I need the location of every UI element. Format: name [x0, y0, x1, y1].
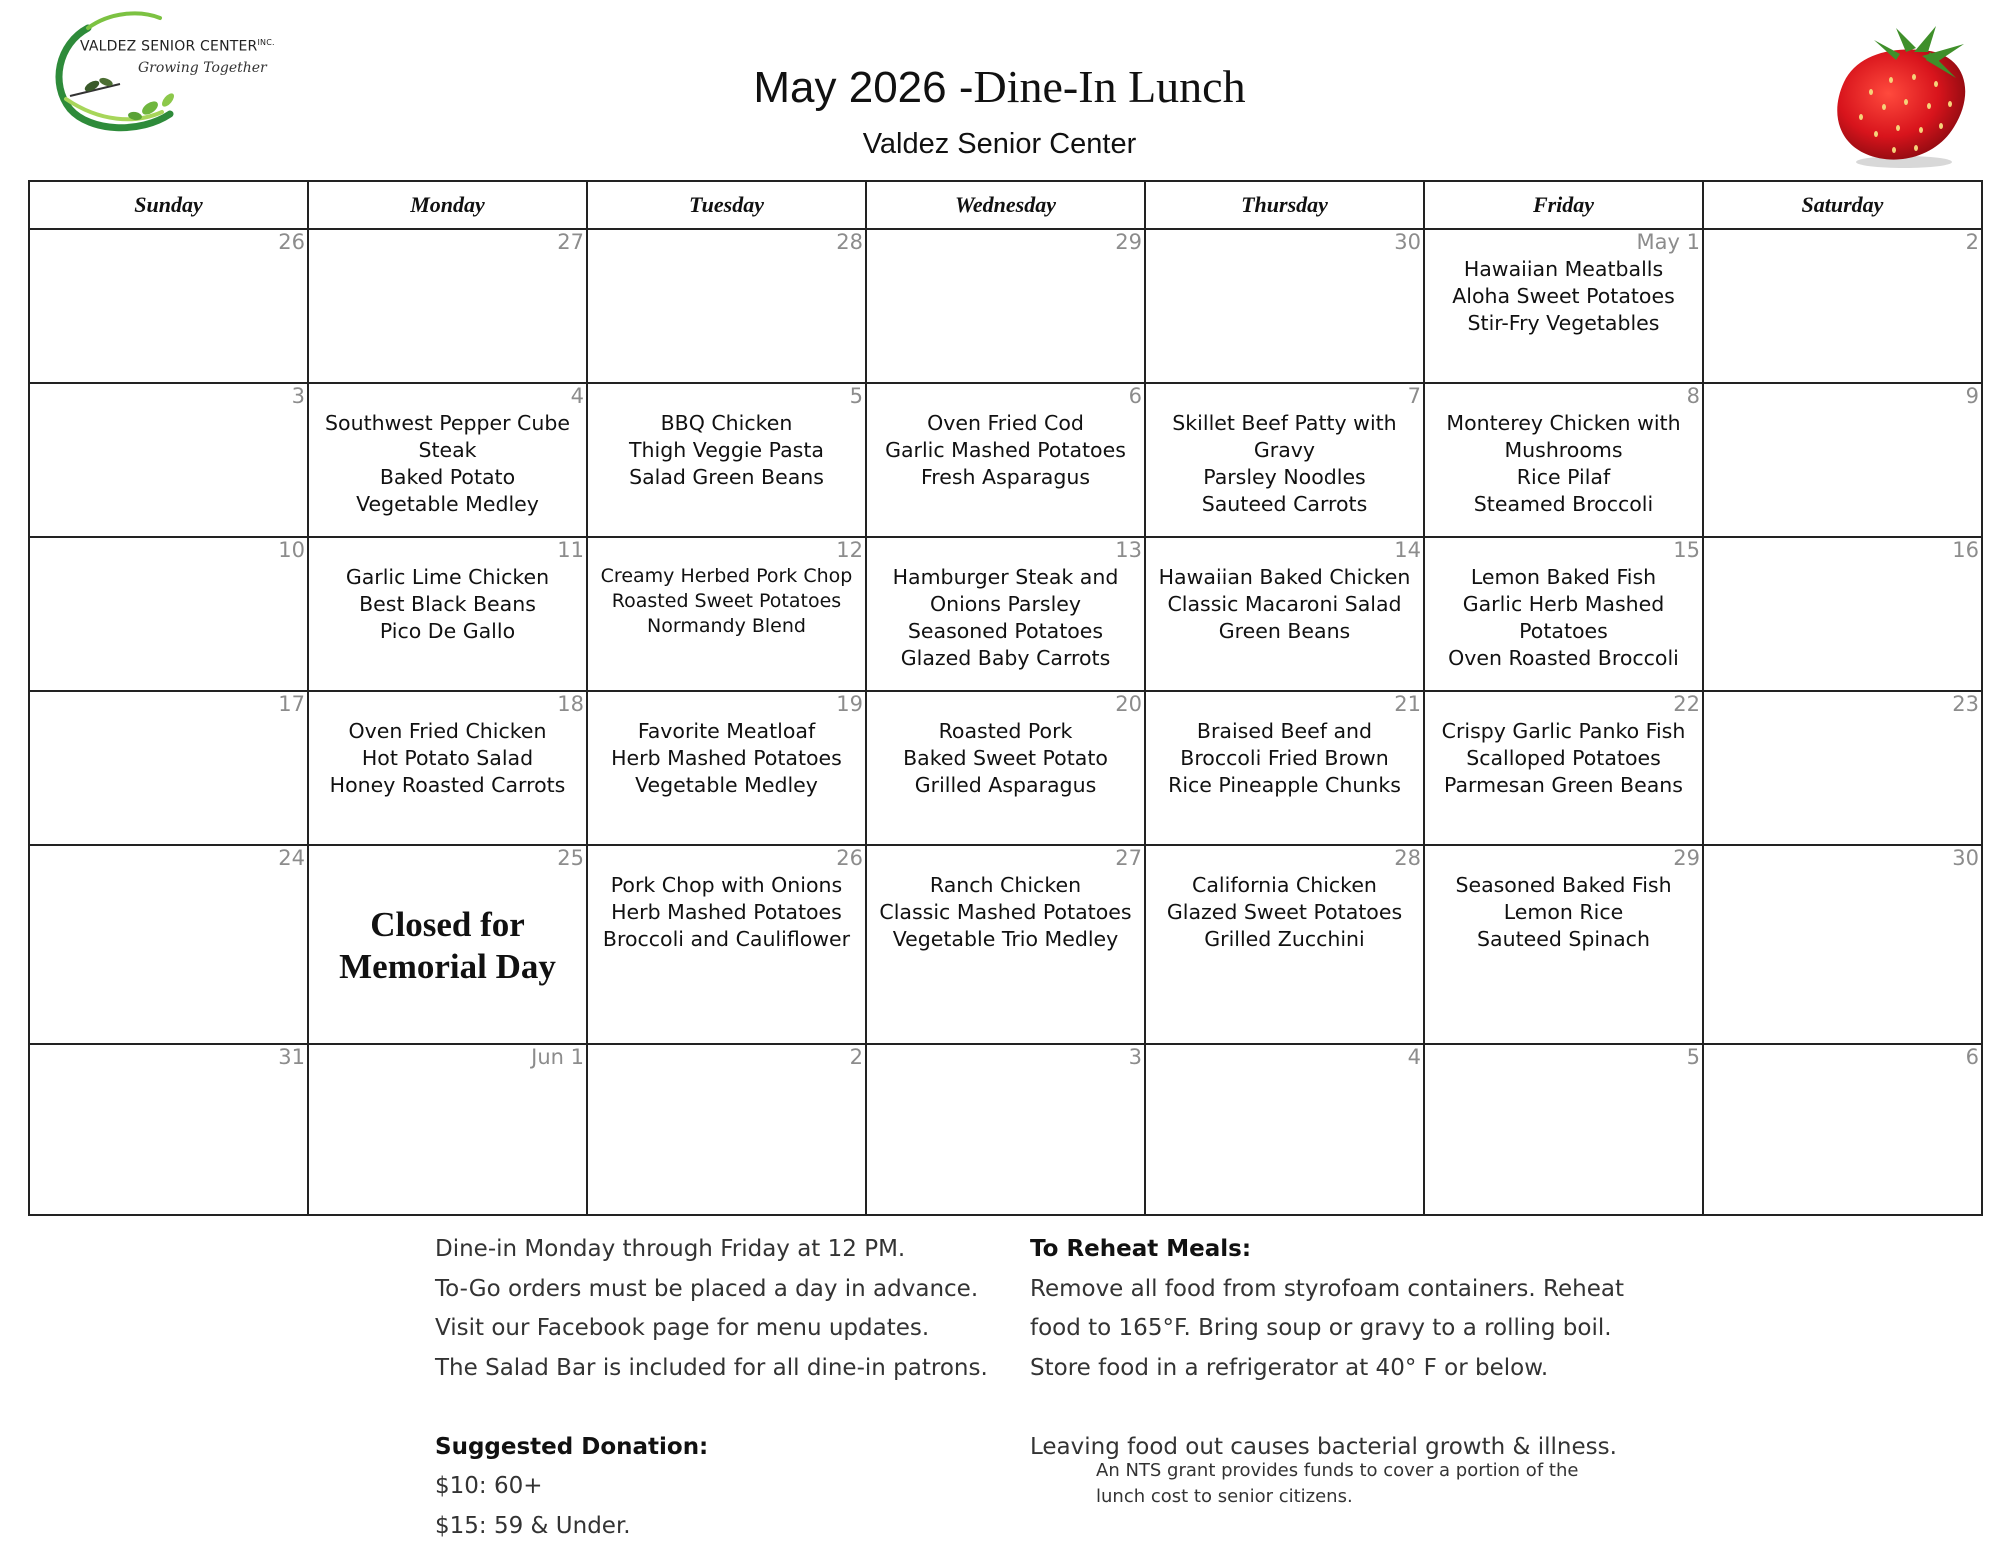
menu-item: Glazed Sweet Potatoes: [1146, 899, 1423, 926]
week-row: [29, 383, 1982, 537]
reheat-info: [1030, 1230, 1624, 1467]
meal-menu: [867, 718, 1144, 799]
week-row: [29, 691, 1982, 845]
meal-menu: [867, 872, 1144, 953]
menu-item: Crispy Garlic Panko Fish: [1425, 718, 1702, 745]
menu-item: Rice Pilaf: [1425, 464, 1702, 491]
lunch-calendar: [28, 180, 1983, 1216]
menu-item: Classic Macaroni Salad: [1146, 591, 1423, 618]
donation-heading: Suggested Donation:: [435, 1428, 988, 1468]
day-cell-tuesday: [587, 537, 866, 691]
meal-menu: [1425, 564, 1702, 672]
day-number: 6: [1129, 384, 1142, 408]
menu-item: Mushrooms: [1425, 437, 1702, 464]
menu-item: Vegetable Medley: [309, 491, 586, 518]
food-safety-warning: Leaving food out causes bacterial growth & illness.: [1030, 1428, 1624, 1468]
menu-item: Pork Chop with Onions: [588, 872, 865, 899]
day-number: 29: [1115, 230, 1142, 254]
weekday-wednesday: Wednesday: [866, 181, 1145, 229]
menu-item: Glazed Baby Carrots: [867, 645, 1144, 672]
day-cell-sunday: [29, 383, 308, 537]
day-cell-saturday: [1703, 229, 1982, 383]
day-cell-thursday: [1145, 229, 1424, 383]
menu-item: Potatoes: [1425, 618, 1702, 645]
day-cell-sunday: [29, 1044, 308, 1215]
menu-item: Southwest Pepper Cube: [309, 410, 586, 437]
day-cell-wednesday: [866, 229, 1145, 383]
day-number: 28: [836, 230, 863, 254]
day-cell-monday: [308, 845, 587, 1044]
day-cell-tuesday: [587, 229, 866, 383]
reheat-line: Remove all food from styrofoam containers. Reheat: [1030, 1270, 1624, 1310]
menu-item: Onions Parsley: [867, 591, 1144, 618]
meal-menu: [1146, 564, 1423, 645]
day-number: 25: [557, 846, 584, 870]
menu-item: Hawaiian Meatballs: [1425, 256, 1702, 283]
day-cell-wednesday: [866, 691, 1145, 845]
menu-item: Broccoli and Cauliflower: [588, 926, 865, 953]
menu-item: Best Black Beans: [309, 591, 586, 618]
menu-item: Oven Roasted Broccoli: [1425, 645, 1702, 672]
meal-menu: [1425, 410, 1702, 518]
closed-notice: [309, 904, 586, 988]
menu-item: Green Beans: [1146, 618, 1423, 645]
day-number: 23: [1952, 692, 1979, 716]
day-cell-sunday: [29, 691, 308, 845]
day-cell-saturday: [1703, 1044, 1982, 1215]
menu-item: Herb Mashed Potatoes: [588, 899, 865, 926]
day-cell-saturday: [1703, 383, 1982, 537]
menu-item: Sauteed Spinach: [1425, 926, 1702, 953]
day-number: 18: [557, 692, 584, 716]
menu-item: Monterey Chicken with: [1425, 410, 1702, 437]
day-cell-tuesday: [587, 691, 866, 845]
menu-item: Hamburger Steak and: [867, 564, 1144, 591]
closed-line: Closed for: [309, 904, 586, 946]
strawberry-icon: [1826, 22, 1976, 172]
day-number: Jun 1: [531, 1045, 584, 1069]
menu-item: Vegetable Medley: [588, 772, 865, 799]
menu-item: Skillet Beef Patty with: [1146, 410, 1423, 437]
menu-item: Braised Beef and: [1146, 718, 1423, 745]
day-number: 5: [1687, 1045, 1700, 1069]
day-number: 3: [1129, 1045, 1142, 1069]
menu-item: Ranch Chicken: [867, 872, 1144, 899]
title-separator: -: [947, 63, 974, 112]
reheat-line: Store food in a refrigerator at 40° F or below.: [1030, 1349, 1624, 1389]
menu-item: Parmesan Green Beans: [1425, 772, 1702, 799]
title-month: May 2026: [753, 63, 946, 112]
weekday-saturday: Saturday: [1703, 181, 1982, 229]
menu-item: Hot Potato Salad: [309, 745, 586, 772]
menu-item: Favorite Meatloaf: [588, 718, 865, 745]
donation-item: $10: 60+: [435, 1467, 988, 1507]
day-number: 7: [1408, 384, 1421, 408]
menu-item: Vegetable Trio Medley: [867, 926, 1144, 953]
menu-item: Thigh Veggie Pasta: [588, 437, 865, 464]
menu-item: Grilled Zucchini: [1146, 926, 1423, 953]
day-cell-monday: [308, 537, 587, 691]
day-number: 9: [1966, 384, 1979, 408]
week-row: [29, 229, 1982, 383]
meal-menu: [1146, 410, 1423, 518]
grant-line: lunch cost to senior citizens.: [1096, 1484, 1578, 1510]
day-cell-tuesday: [587, 1044, 866, 1215]
menu-item: Steamed Broccoli: [1425, 491, 1702, 518]
meal-menu: [588, 564, 865, 639]
reheat-heading: To Reheat Meals:: [1030, 1230, 1624, 1270]
day-number: 19: [836, 692, 863, 716]
day-number: 30: [1952, 846, 1979, 870]
menu-item: Lemon Baked Fish: [1425, 564, 1702, 591]
meal-menu: [1425, 872, 1702, 953]
info-line: Dine-in Monday through Friday at 12 PM.: [435, 1230, 988, 1270]
menu-item: Lemon Rice: [1425, 899, 1702, 926]
page-title: [0, 60, 1999, 113]
menu-item: Garlic Lime Chicken: [309, 564, 586, 591]
week-row: [29, 1044, 1982, 1215]
menu-item: Oven Fried Chicken: [309, 718, 586, 745]
day-number: 4: [571, 384, 584, 408]
day-cell-thursday: [1145, 691, 1424, 845]
day-number: May 1: [1637, 230, 1700, 254]
menu-item: Broccoli Fried Brown: [1146, 745, 1423, 772]
weekday-header-row: [29, 181, 1982, 229]
menu-item: Classic Mashed Potatoes: [867, 899, 1144, 926]
day-cell-wednesday: [866, 383, 1145, 537]
day-number: 15: [1673, 538, 1700, 562]
day-cell-wednesday: [866, 845, 1145, 1044]
day-number: 10: [278, 538, 305, 562]
day-cell-friday: [1424, 691, 1703, 845]
menu-item: Pico De Gallo: [309, 618, 586, 645]
meal-menu: [309, 410, 586, 518]
week-row: [29, 845, 1982, 1044]
menu-item: Garlic Mashed Potatoes: [867, 437, 1144, 464]
logo-tagline: Growing Together: [138, 60, 267, 76]
day-cell-monday: [308, 1044, 587, 1215]
meal-menu: [588, 410, 865, 491]
day-cell-friday: [1424, 229, 1703, 383]
day-number: 8: [1687, 384, 1700, 408]
day-number: 24: [278, 846, 305, 870]
menu-item: Stir-Fry Vegetables: [1425, 310, 1702, 337]
menu-item: Fresh Asparagus: [867, 464, 1144, 491]
day-number: 2: [1966, 230, 1979, 254]
meal-menu: [867, 564, 1144, 672]
menu-item: Grilled Asparagus: [867, 772, 1144, 799]
menu-item: Scalloped Potatoes: [1425, 745, 1702, 772]
day-number: 26: [278, 230, 305, 254]
menu-item: Seasoned Potatoes: [867, 618, 1144, 645]
menu-item: Oven Fried Cod: [867, 410, 1144, 437]
menu-item: Baked Potato: [309, 464, 586, 491]
menu-item: Aloha Sweet Potatoes: [1425, 283, 1702, 310]
day-cell-thursday: [1145, 845, 1424, 1044]
weekday-sunday: Sunday: [29, 181, 308, 229]
day-cell-thursday: [1145, 537, 1424, 691]
day-cell-friday: [1424, 383, 1703, 537]
reheat-line: food to 165°F. Bring soup or gravy to a rolling boil.: [1030, 1309, 1624, 1349]
menu-item: Rice Pineapple Chunks: [1146, 772, 1423, 799]
day-number: 11: [557, 538, 584, 562]
day-cell-monday: [308, 691, 587, 845]
menu-item: Creamy Herbed Pork Chop: [588, 564, 865, 589]
day-cell-sunday: [29, 229, 308, 383]
day-cell-saturday: [1703, 537, 1982, 691]
day-number: 2: [850, 1045, 863, 1069]
day-cell-friday: [1424, 1044, 1703, 1215]
menu-item: Steak: [309, 437, 586, 464]
day-cell-sunday: [29, 537, 308, 691]
logo-name: VALDEZ SENIOR $CENTER^{INC.}$: [80, 38, 275, 55]
day-cell-saturday: [1703, 691, 1982, 845]
day-number: 20: [1115, 692, 1142, 716]
day-number: 30: [1394, 230, 1421, 254]
info-line: To-Go orders must be placed a day in advance.: [435, 1270, 988, 1310]
day-number: 12: [836, 538, 863, 562]
meal-menu: [588, 718, 865, 799]
menu-item: Salad Green Beans: [588, 464, 865, 491]
menu-item: Normandy Blend: [588, 614, 865, 639]
weekday-friday: Friday: [1424, 181, 1703, 229]
title-lunch: Dine-In Lunch: [974, 61, 1246, 112]
day-cell-tuesday: [587, 383, 866, 537]
menu-item: Hawaiian Baked Chicken: [1146, 564, 1423, 591]
meal-menu: [1425, 718, 1702, 799]
menu-item: Seasoned Baked Fish: [1425, 872, 1702, 899]
day-cell-friday: [1424, 845, 1703, 1044]
day-number: 27: [557, 230, 584, 254]
day-number: 3: [292, 384, 305, 408]
day-cell-thursday: [1145, 383, 1424, 537]
grant-line: An NTS grant provides funds to cover a portion of the: [1096, 1458, 1578, 1484]
menu-item: Honey Roasted Carrots: [309, 772, 586, 799]
menu-item: Roasted Pork: [867, 718, 1144, 745]
day-number: 27: [1115, 846, 1142, 870]
menu-item: BBQ Chicken: [588, 410, 865, 437]
menu-item: Roasted Sweet Potatoes: [588, 589, 865, 614]
day-number: 4: [1408, 1045, 1421, 1069]
menu-item: Parsley Noodles: [1146, 464, 1423, 491]
meal-menu: [309, 564, 586, 645]
menu-item: Sauteed Carrots: [1146, 491, 1423, 518]
day-number: 21: [1394, 692, 1421, 716]
weekday-monday: Monday: [308, 181, 587, 229]
meal-menu: [1146, 872, 1423, 953]
menu-item: California Chicken: [1146, 872, 1423, 899]
menu-item: Herb Mashed Potatoes: [588, 745, 865, 772]
day-number: 29: [1673, 846, 1700, 870]
day-number: 16: [1952, 538, 1979, 562]
meal-menu: [588, 872, 865, 953]
day-number: 13: [1115, 538, 1142, 562]
menu-item: Gravy: [1146, 437, 1423, 464]
dining-info: [435, 1230, 988, 1546]
day-cell-thursday: [1145, 1044, 1424, 1215]
day-cell-monday: [308, 229, 587, 383]
day-number: 14: [1394, 538, 1421, 562]
day-number: 22: [1673, 692, 1700, 716]
weekday-thursday: Thursday: [1145, 181, 1424, 229]
meal-menu: [1146, 718, 1423, 799]
day-number: 6: [1966, 1045, 1979, 1069]
day-cell-monday: [308, 383, 587, 537]
day-cell-sunday: [29, 845, 308, 1044]
info-line: The Salad Bar is included for all dine-in patrons.: [435, 1349, 988, 1389]
info-line: Visit our Facebook page for menu updates.: [435, 1309, 988, 1349]
grant-note: [1096, 1458, 1578, 1510]
day-cell-saturday: [1703, 845, 1982, 1044]
day-cell-wednesday: [866, 537, 1145, 691]
menu-item: Baked Sweet Potato: [867, 745, 1144, 772]
day-number: 17: [278, 692, 305, 716]
day-number: 5: [850, 384, 863, 408]
day-number: 28: [1394, 846, 1421, 870]
meal-menu: [1425, 256, 1702, 337]
week-row: [29, 537, 1982, 691]
meal-menu: [309, 718, 586, 799]
donation-item: $15: 59 & Under.: [435, 1507, 988, 1546]
page-subtitle: Valdez Senior Center: [0, 128, 1999, 161]
day-cell-wednesday: [866, 1044, 1145, 1215]
meal-menu: [867, 410, 1144, 491]
day-cell-tuesday: [587, 845, 866, 1044]
day-cell-friday: [1424, 537, 1703, 691]
closed-line: Memorial Day: [309, 946, 586, 988]
weekday-tuesday: Tuesday: [587, 181, 866, 229]
day-number: 26: [836, 846, 863, 870]
menu-item: Garlic Herb Mashed: [1425, 591, 1702, 618]
day-number: 31: [278, 1045, 305, 1069]
